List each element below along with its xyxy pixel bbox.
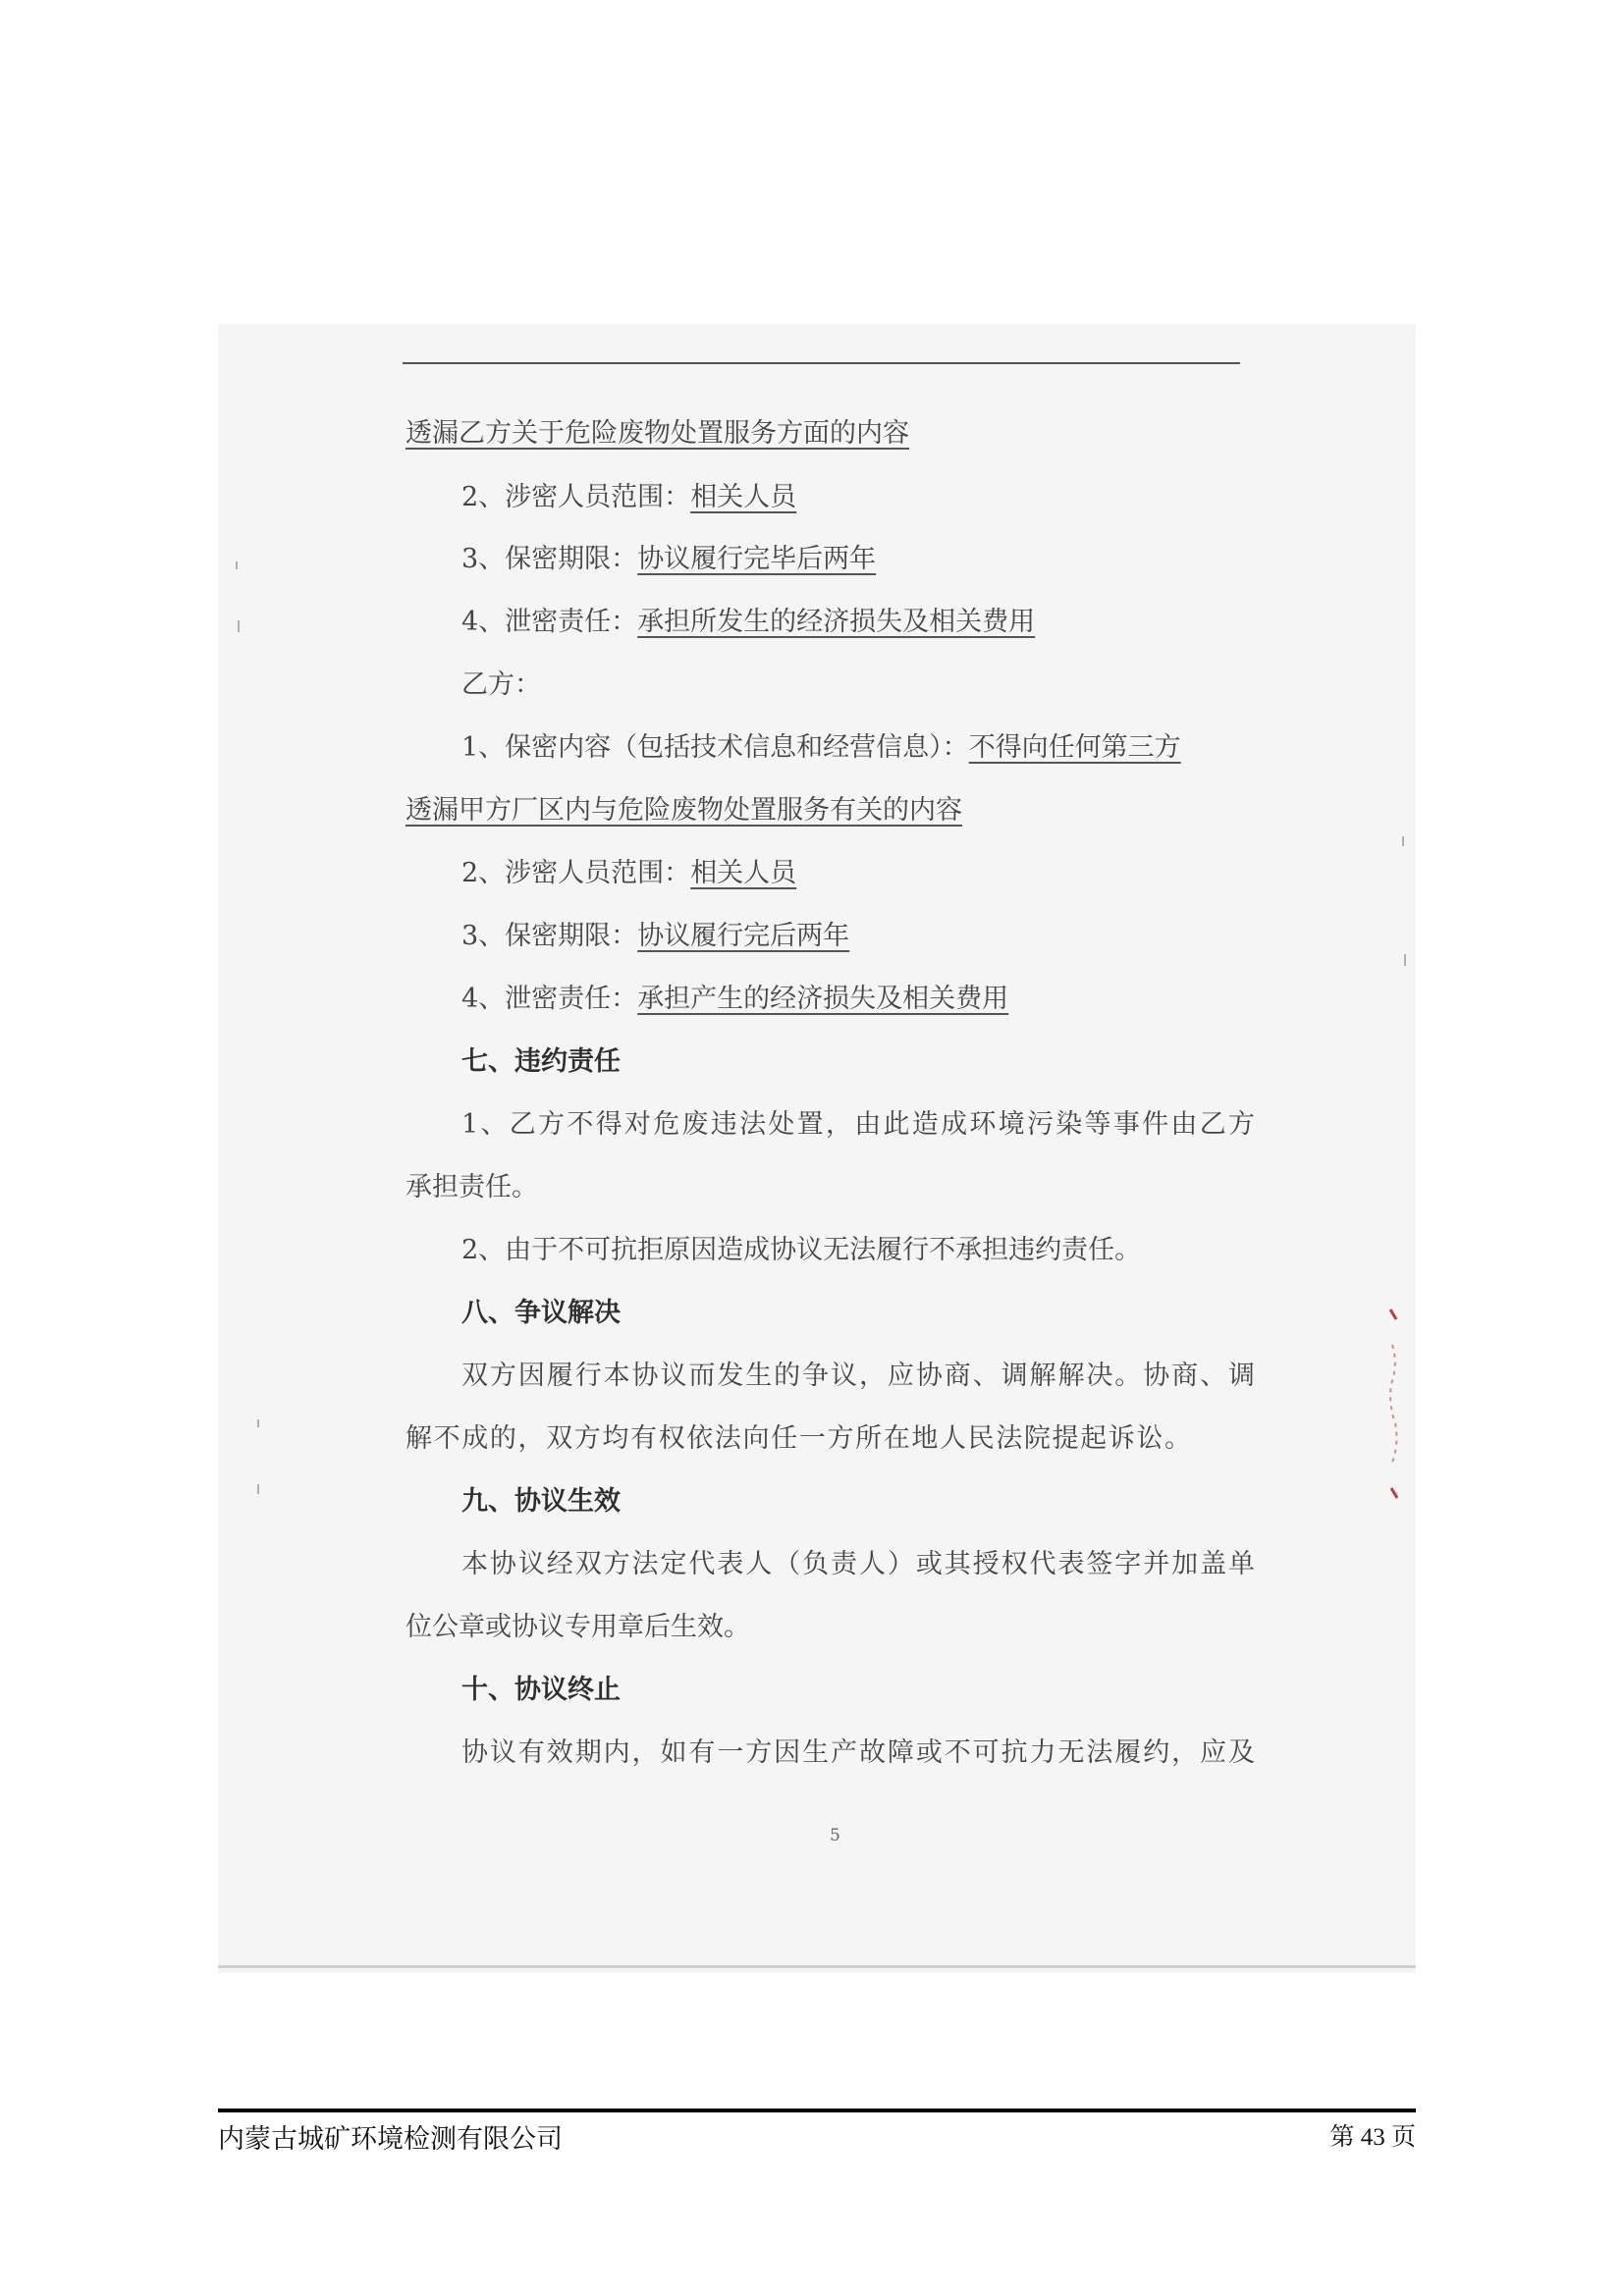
text-line	[461, 917, 849, 956]
field-label: 4、泄密责任：	[461, 984, 638, 1014]
section-heading: 七、违约责任	[461, 1046, 621, 1077]
footer-rule	[218, 2109, 1416, 2112]
field-value: 承担所发生的经济损失及相关费用	[637, 607, 1036, 637]
text-line	[461, 603, 1035, 642]
scan-speck	[1402, 836, 1404, 846]
text-line	[461, 980, 1008, 1019]
scan-bottom-edge	[218, 1965, 1416, 1968]
scan-page-number: 5	[830, 1826, 840, 1845]
text-line	[461, 728, 1181, 768]
field-value: 协议履行完后两年	[637, 921, 850, 951]
field-label: 2、涉密人员范围：	[461, 482, 691, 512]
field-value: 协议履行完毕后两年	[637, 544, 877, 574]
field-value: 不得向任何第三方	[968, 732, 1181, 763]
text-line: 1、乙方不得对危废违法处置，由此造成环境污染等事件由乙方	[461, 1109, 1255, 1140]
field-value: 相关人员	[690, 858, 797, 888]
scan-speck	[257, 1484, 259, 1494]
text-line: 2、由于不可抗拒原因造成协议无法履行不承担违约责任。	[461, 1235, 1142, 1265]
text-line: 本协议经双方法定代表人（负责人）或其授权代表签字并加盖单	[461, 1549, 1255, 1579]
field-label: 4、泄密责任：	[461, 607, 638, 637]
field-label: 3、保密期限：	[461, 544, 638, 574]
party-heading: 乙方：	[461, 669, 541, 700]
section-heading: 十、协议终止	[461, 1675, 621, 1705]
text-line: 协议有效期内，如有一方因生产故障或不可抗力无法履约，应及	[461, 1737, 1255, 1768]
text-line	[461, 540, 876, 579]
footer-company: 内蒙古城矿环境检测有限公司	[218, 2124, 563, 2155]
text-line	[461, 854, 796, 893]
field-value: 相关人员	[690, 482, 797, 512]
text-line: 解不成的，双方均有权依法向任一方所在地人民法院提起诉讼。	[406, 1423, 1191, 1454]
text-line: 承担责任。	[406, 1172, 538, 1202]
scan-speck	[257, 1419, 259, 1427]
section-heading: 九、协议生效	[461, 1486, 621, 1517]
text-line: 透漏乙方关于危险废物处置服务方面的内容	[406, 418, 909, 449]
text-line: 双方因履行本协议而发生的争议，应协商、调解解决。协商、调	[461, 1361, 1255, 1391]
field-value: 承担产生的经济损失及相关费用	[637, 984, 1009, 1014]
section-heading: 八、争议解决	[461, 1298, 621, 1328]
field-label: 2、涉密人员范围：	[461, 858, 691, 888]
header-rule	[403, 362, 1240, 364]
text-line: 位公章或协议专用章后生效。	[406, 1612, 750, 1642]
field-label: 3、保密期限：	[461, 921, 638, 951]
field-label: 1、保密内容（包括技术信息和经营信息）：	[461, 732, 969, 763]
scan-speck	[238, 620, 240, 632]
text-line	[461, 478, 796, 517]
seal-stamp-fragment	[1386, 1306, 1402, 1502]
footer-page-label: 第 43 页	[1329, 2124, 1416, 2151]
text-line: 透漏甲方厂区内与危险废物处置服务有关的内容	[406, 795, 962, 826]
scan-speck	[1404, 954, 1406, 966]
scan-speck	[236, 561, 238, 569]
